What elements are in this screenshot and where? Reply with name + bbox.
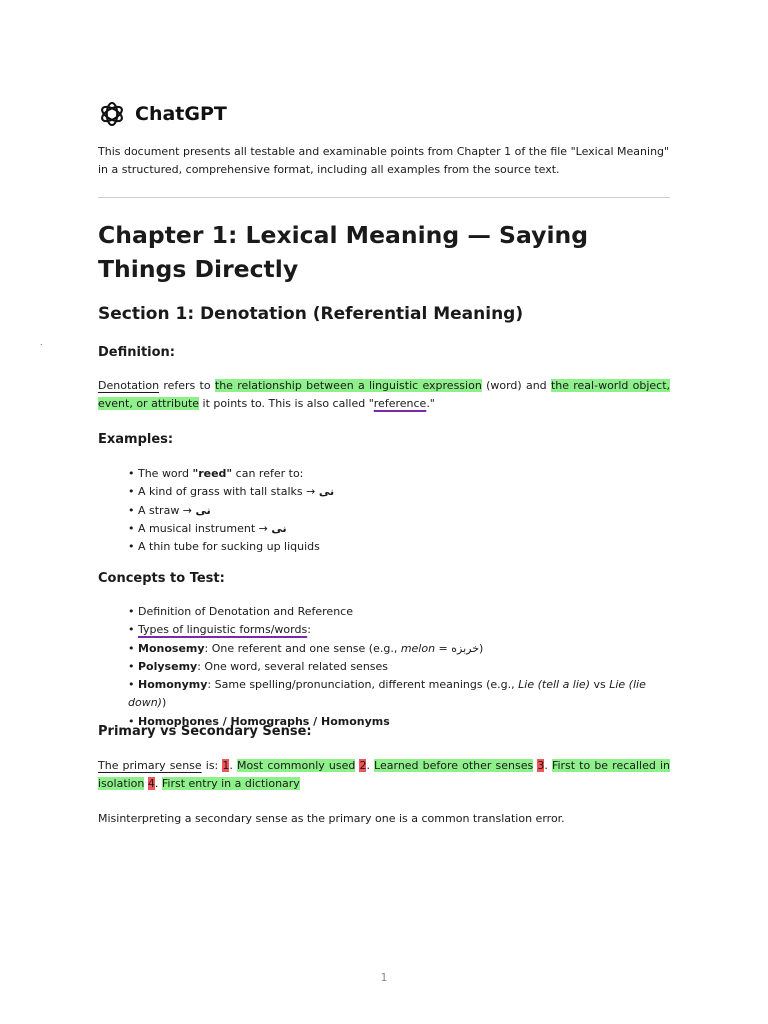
examples-list bbox=[98, 465, 334, 556]
intro-paragraph: This document presents all testable and examinable points from Chapter 1 of the file "Lexical Meaning" in a structured, comprehensive format, including all examples from the source text. bbox=[98, 145, 670, 176]
chapter-title: Chapter 1: Lexical Meaning — Saying Things Directly bbox=[98, 221, 589, 283]
list-item bbox=[98, 538, 334, 556]
brand-header bbox=[98, 100, 227, 128]
concepts-heading: Concepts to Test: bbox=[98, 571, 225, 586]
list-item bbox=[98, 658, 670, 676]
definition-heading: Definition: bbox=[98, 345, 176, 360]
bullet: • bbox=[128, 659, 138, 673]
item-text: can refer to: bbox=[232, 467, 304, 480]
item-text: • A straw → bbox=[128, 503, 196, 517]
item-bold: نی bbox=[271, 521, 287, 535]
item-text: : One word, several related senses bbox=[197, 659, 389, 673]
item-bold: "reed" bbox=[192, 467, 233, 480]
item-text: • A thin tube for sucking up liquids bbox=[128, 540, 320, 554]
number-marker: 2 bbox=[359, 759, 367, 772]
primary-sense-heading: Primary vs Secondary Sense: bbox=[98, 724, 312, 739]
bullet: • bbox=[128, 714, 138, 728]
item-bold: نی bbox=[195, 503, 211, 517]
list-item: • Definition of Denotation and Reference bbox=[128, 605, 353, 618]
definition-text: ." bbox=[426, 397, 435, 410]
definition-text: it points to. This is also called " bbox=[199, 397, 374, 410]
highlight-linguistic-expression: the relationship between a linguistic expression bbox=[214, 379, 482, 392]
item-text: : Same spelling/pronunciation, different meanings (e.g., bbox=[207, 678, 519, 692]
list-item bbox=[98, 640, 670, 658]
term-primary-sense: The primary sense bbox=[98, 759, 202, 772]
bullet: • bbox=[128, 623, 138, 637]
number-marker: 3 bbox=[537, 759, 545, 772]
bullet: • bbox=[128, 641, 138, 655]
term-monosemy: Monosemy bbox=[138, 641, 205, 655]
item-text: • A kind of grass with tall stalks → bbox=[128, 485, 319, 499]
bullet: • bbox=[128, 678, 138, 692]
example-lie-down: Lie (lie down) bbox=[128, 678, 646, 710]
item-text: • The word bbox=[128, 467, 193, 480]
list-item bbox=[98, 502, 334, 520]
separator: . bbox=[154, 777, 162, 790]
item-text: ) bbox=[161, 696, 167, 710]
section-title: Section 1: Denotation (Referential Meaning) bbox=[98, 304, 524, 324]
list-item bbox=[98, 621, 670, 639]
definition-text: (word) and bbox=[481, 379, 551, 392]
definition-paragraph bbox=[98, 377, 670, 413]
primary-sense-paragraph bbox=[98, 757, 670, 793]
item-text: : bbox=[307, 623, 311, 637]
highlight-criterion: First entry in a dictionary bbox=[161, 777, 300, 790]
concepts-list bbox=[98, 603, 670, 731]
list-item bbox=[98, 465, 334, 483]
number-marker: 1 bbox=[222, 759, 230, 772]
separator: . bbox=[544, 759, 552, 772]
term-types-of-forms: Types of linguistic forms/words bbox=[138, 623, 308, 637]
brand-name: ChatGPT bbox=[135, 103, 227, 125]
example-melon: melon bbox=[400, 641, 436, 655]
list-item bbox=[98, 676, 670, 713]
horizontal-divider bbox=[98, 197, 670, 198]
translation-note: Misinterpreting a secondary sense as the primary one is a common translation error. bbox=[98, 812, 565, 825]
openai-logo-icon bbox=[98, 100, 126, 128]
item-bold: نی bbox=[318, 485, 335, 499]
highlight-criterion: Most commonly used bbox=[236, 759, 356, 772]
separator: . bbox=[229, 759, 237, 772]
item-text: = خربزه) bbox=[435, 641, 484, 655]
highlight-criterion: First to be recalled in isolation bbox=[98, 759, 670, 790]
example-lie-tell: Lie (tell a lie) bbox=[518, 678, 590, 692]
separator: . bbox=[366, 759, 375, 772]
list-item bbox=[98, 520, 334, 538]
examples-heading: Examples: bbox=[98, 432, 174, 447]
item-text: vs bbox=[589, 678, 610, 692]
number-marker: 4 bbox=[147, 777, 155, 790]
highlight-criterion: Learned before other senses bbox=[374, 759, 534, 772]
term-reference: reference bbox=[373, 397, 427, 410]
stray-mark: . bbox=[40, 338, 43, 347]
list-item bbox=[98, 483, 334, 501]
item-text: • A musical instrument → bbox=[128, 521, 272, 535]
term-homonymy: Homonymy bbox=[138, 678, 208, 692]
item-text: : One referent and one sense (e.g., bbox=[204, 641, 401, 655]
term-polysemy: Polysemy bbox=[138, 659, 198, 673]
term-homophones: Homophones / Homographs / Homonyms bbox=[138, 714, 390, 728]
page-number: 1 bbox=[380, 971, 388, 984]
paragraph-text: is: bbox=[201, 759, 223, 772]
highlight-real-world-object: the real-world object, event, or attribute bbox=[98, 379, 671, 410]
term-denotation: Denotation bbox=[98, 379, 160, 392]
definition-text: refers to bbox=[159, 379, 215, 392]
